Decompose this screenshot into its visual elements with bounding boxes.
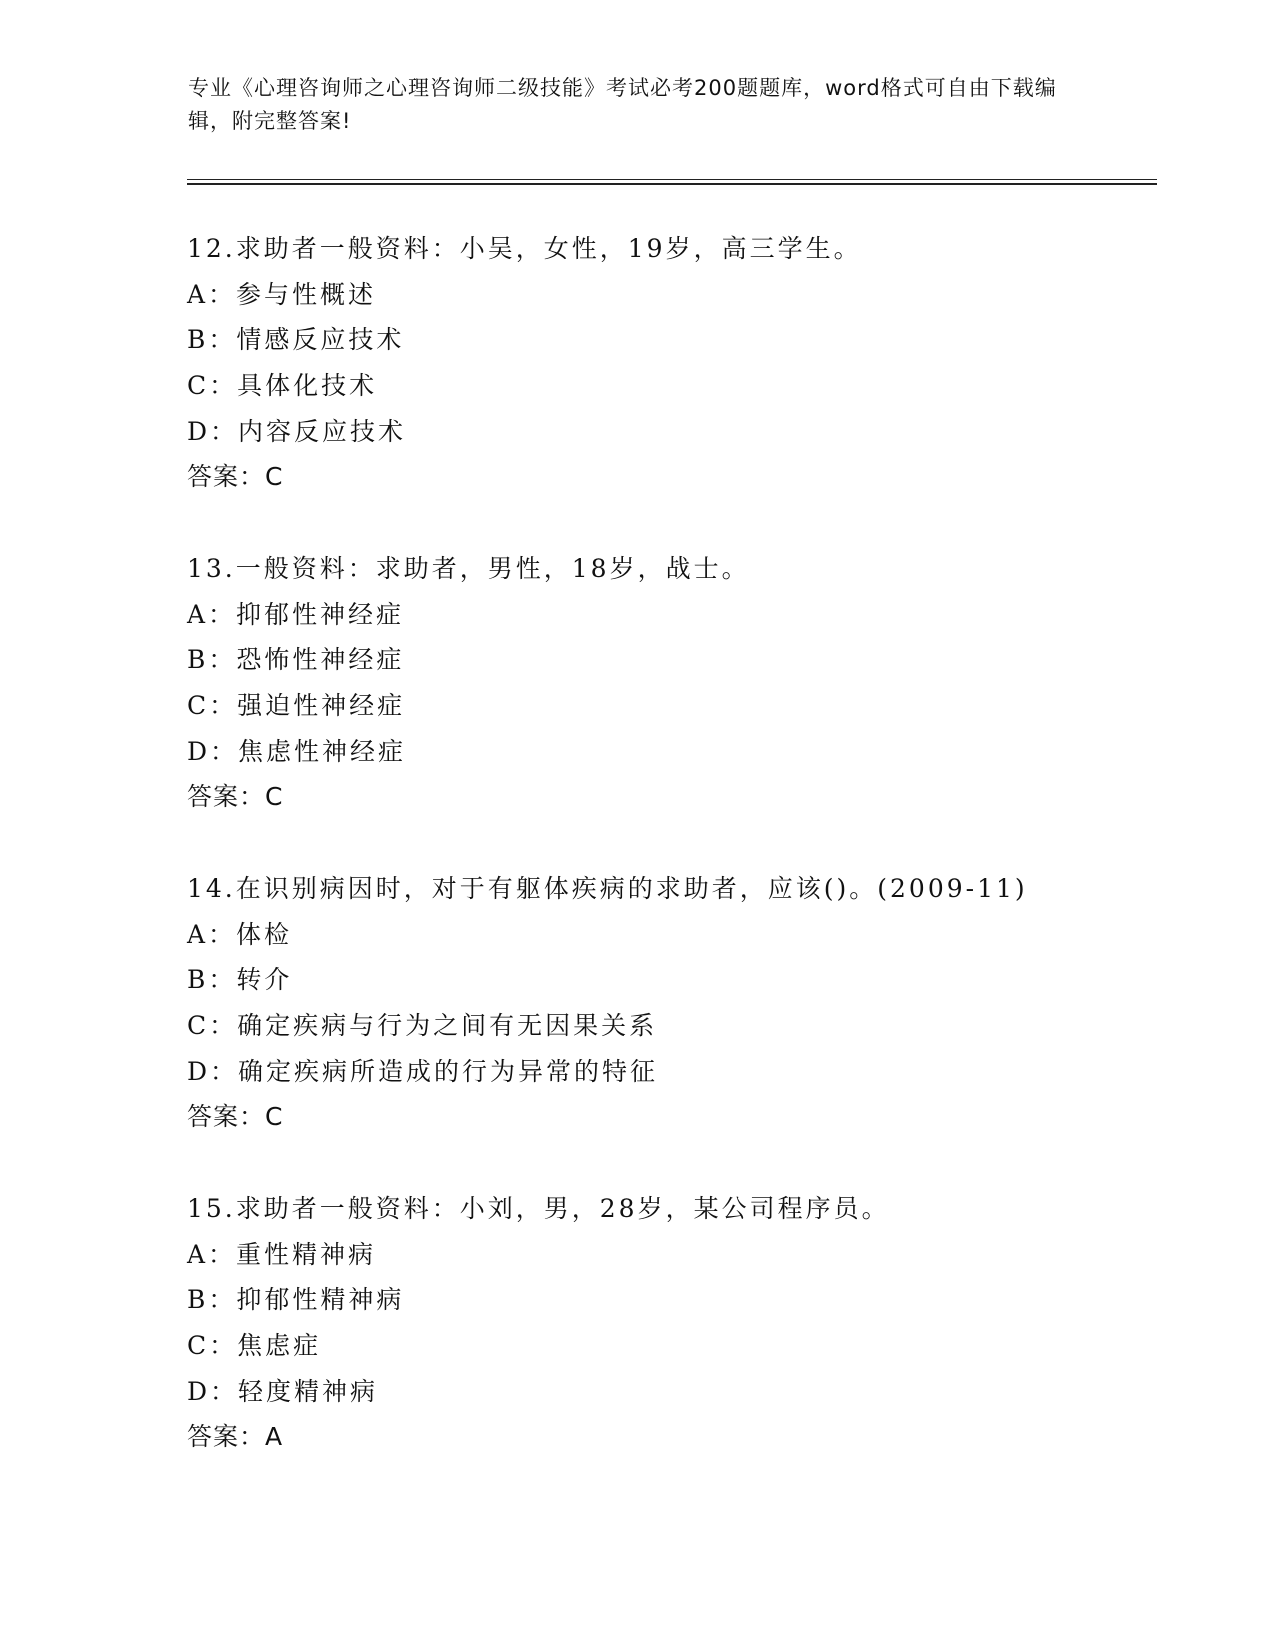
answer-line xyxy=(187,462,1147,508)
answer-label: 答案： xyxy=(187,1102,266,1132)
question-stem: 14.在识别病因时，对于有躯体疾病的求助者，应该()。(2009-11) xyxy=(187,874,1028,903)
option-b: B：恐怖性神经症 xyxy=(187,645,405,675)
option-b: B：情感反应技术 xyxy=(187,325,405,355)
answer-value: C xyxy=(265,782,284,812)
option-a: A：抑郁性神经症 xyxy=(187,599,405,629)
question-15 xyxy=(187,1194,1147,1468)
answer-label: 答案： xyxy=(187,782,266,812)
question-14 xyxy=(187,874,1147,1148)
question-stem: 15.求助者一般资料：小刘，男，28岁，某公司程序员。 xyxy=(187,1194,890,1223)
option-a: A：参与性概述 xyxy=(187,279,377,309)
option-a: A：体检 xyxy=(187,919,293,949)
question-13 xyxy=(187,554,1147,828)
option-c: C：强迫性神经症 xyxy=(187,691,406,721)
question-12 xyxy=(187,234,1147,508)
document-header xyxy=(188,72,1068,138)
option-c: C：具体化技术 xyxy=(187,371,378,401)
answer-line xyxy=(187,782,1147,828)
option-b: B：抑郁性精神病 xyxy=(187,1285,405,1315)
option-d: D：焦虑性神经症 xyxy=(187,736,407,766)
header-rule-thick xyxy=(187,183,1157,185)
option-c: C：确定疾病与行为之间有无因果关系 xyxy=(187,1011,658,1041)
answer-value: C xyxy=(265,1102,284,1132)
option-c: C：焦虑症 xyxy=(187,1331,322,1361)
option-d: D：内容反应技术 xyxy=(187,416,407,446)
option-d: D：确定疾病所造成的行为异常的特征 xyxy=(187,1056,659,1086)
header-text: 专业《心理咨询师之心理咨询师二级技能》考试必考200题题库，word格式可自由下载编辑，附完整答案! xyxy=(188,76,1057,133)
option-a: A：重性精神病 xyxy=(187,1239,377,1269)
option-b: B：转介 xyxy=(187,965,293,995)
answer-value: C xyxy=(265,462,284,492)
question-stem: 12.求助者一般资料：小吴，女性，19岁，高三学生。 xyxy=(187,234,862,263)
answer-line xyxy=(187,1102,1147,1148)
header-rule-thin xyxy=(187,179,1157,180)
option-d: D：轻度精神病 xyxy=(187,1376,379,1406)
answer-label: 答案： xyxy=(187,462,266,492)
answer-label: 答案： xyxy=(187,1422,266,1452)
answer-value: A xyxy=(265,1422,284,1452)
question-stem: 13.一般资料：求助者，男性，18岁，战士。 xyxy=(187,554,750,583)
answer-line xyxy=(187,1422,1147,1468)
